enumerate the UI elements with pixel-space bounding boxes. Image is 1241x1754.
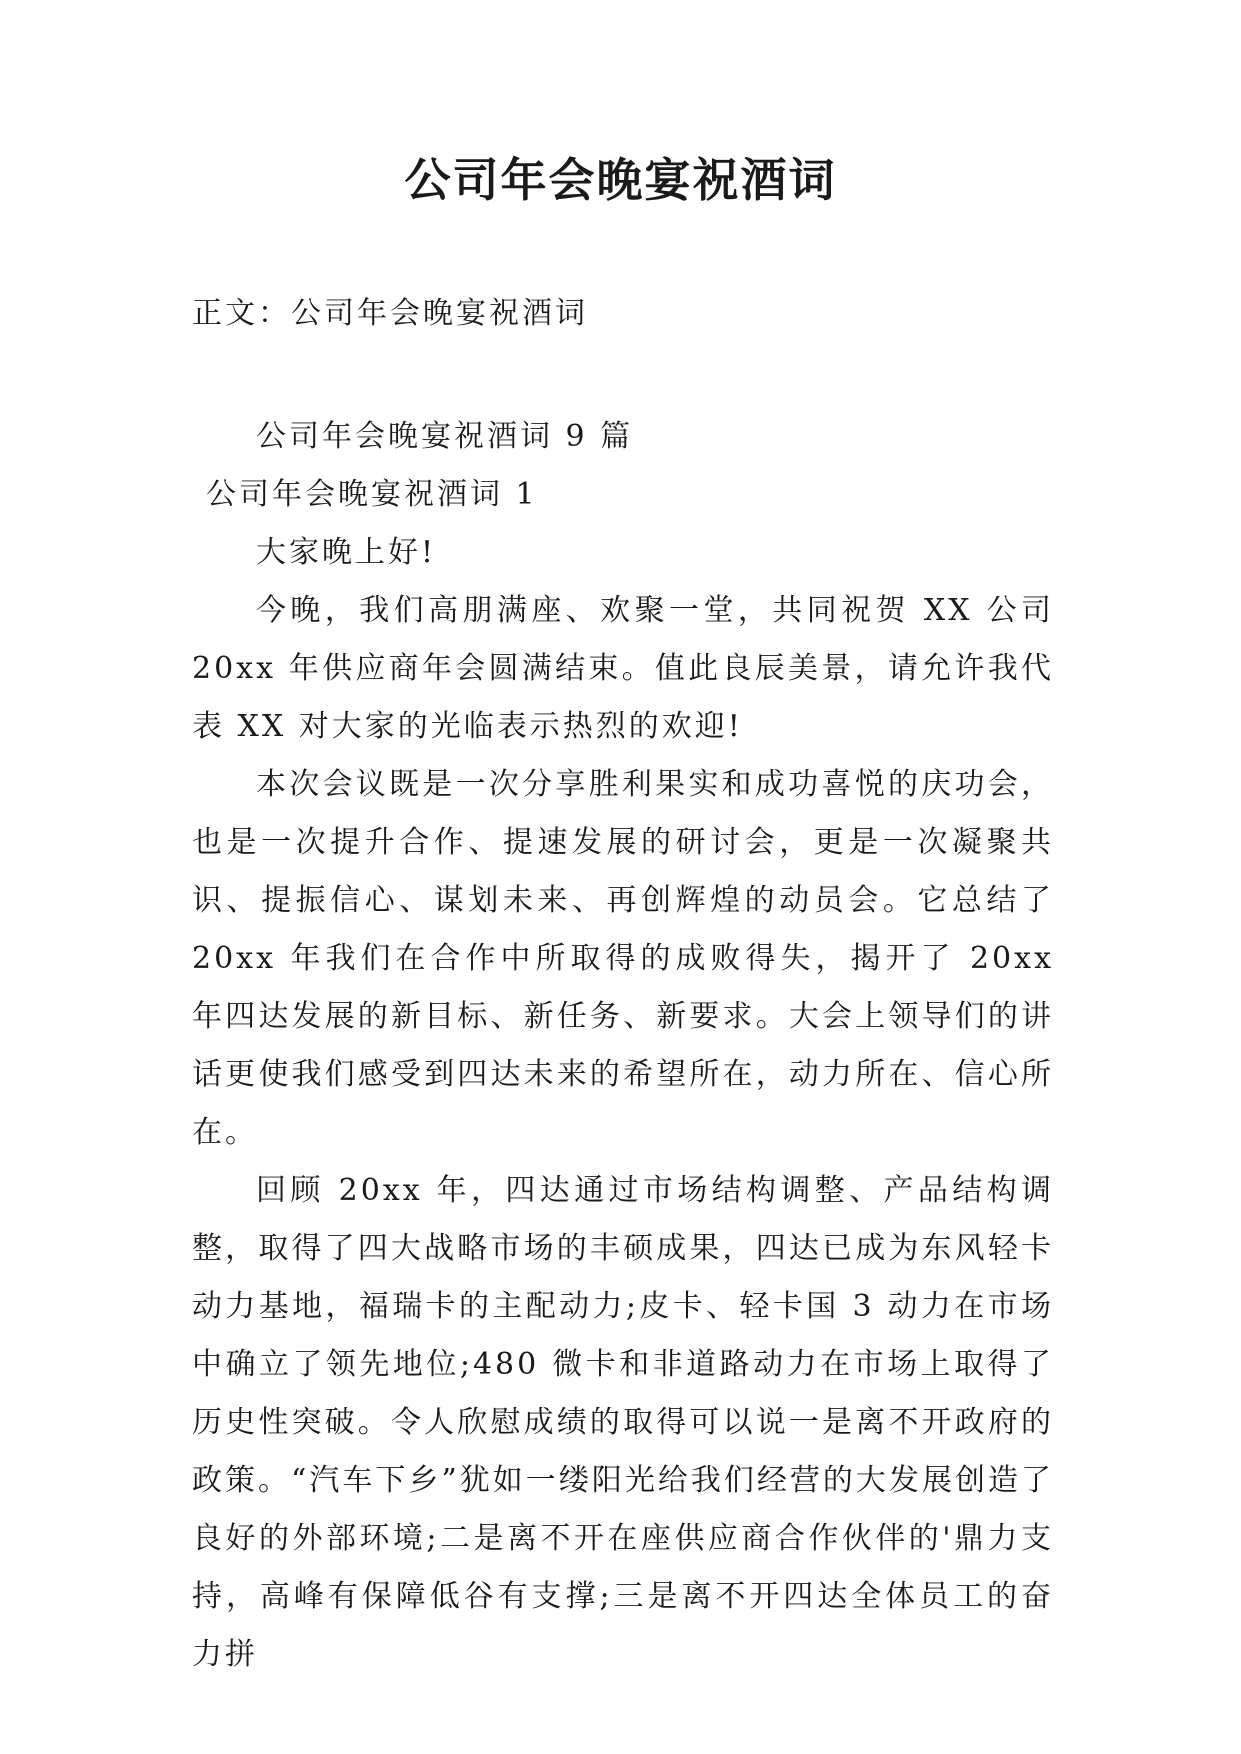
collection-heading: 公司年会晚宴祝酒词 9 篇 (256, 419, 634, 454)
section-heading: 公司年会晚宴祝酒词 1 (206, 477, 538, 512)
paragraph-greeting: 大家晚上好! (256, 535, 437, 570)
body-label: 正文：公司年会晚宴祝酒词 (192, 296, 588, 331)
paragraph-review: 回顾 20xx 年，四达通过市场结构调整、产品结构调整，取得了四大战略市场的丰硕成果，四达已成为东风轻卡动力基地，福瑞卡的主配动力;皮卡、轻卡国 3 动力在市场中确立了领先地位;480 微卡和非道路动力在市场上取得了历史性突破。令人欣慰成绩的取得可以说一是离不开政府的政策。“汽车下乡”犹如一缕阳光给我们经营的大发展创造了良好的外部环境;二是离不开在座供应商合作伙伴的'鼎力支持，高峰有保障低谷有支撑;三是离不开四达全体员工的奋力拼 (192, 1173, 1054, 1672)
document-title: 公司年会晚宴祝酒词 (404, 153, 837, 207)
paragraph-meeting: 本次会议既是一次分享胜利果实和成功喜悦的庆功会，也是一次提升合作、提速发展的研讨会，更是一次凝聚共识、提振信心、谋划未来、再创辉煌的动员会。它总结了 20xx 年我们在合作中所取得的成败得失，揭开了 20xx 年四达发展的新目标、新任务、新要求。大会上领导们的讲话更使我们感受到四达未来的希望所在，动力所在、信心所在。 (192, 767, 1054, 1150)
document-body (192, 408, 1054, 1684)
paragraph-welcome: 今晚，我们高朋满座、欢聚一堂，共同祝贺 XX 公司 20xx 年供应商年会圆满结束。值此良辰美景，请允许我代表 XX 对大家的光临表示热烈的欢迎! (192, 593, 1054, 744)
